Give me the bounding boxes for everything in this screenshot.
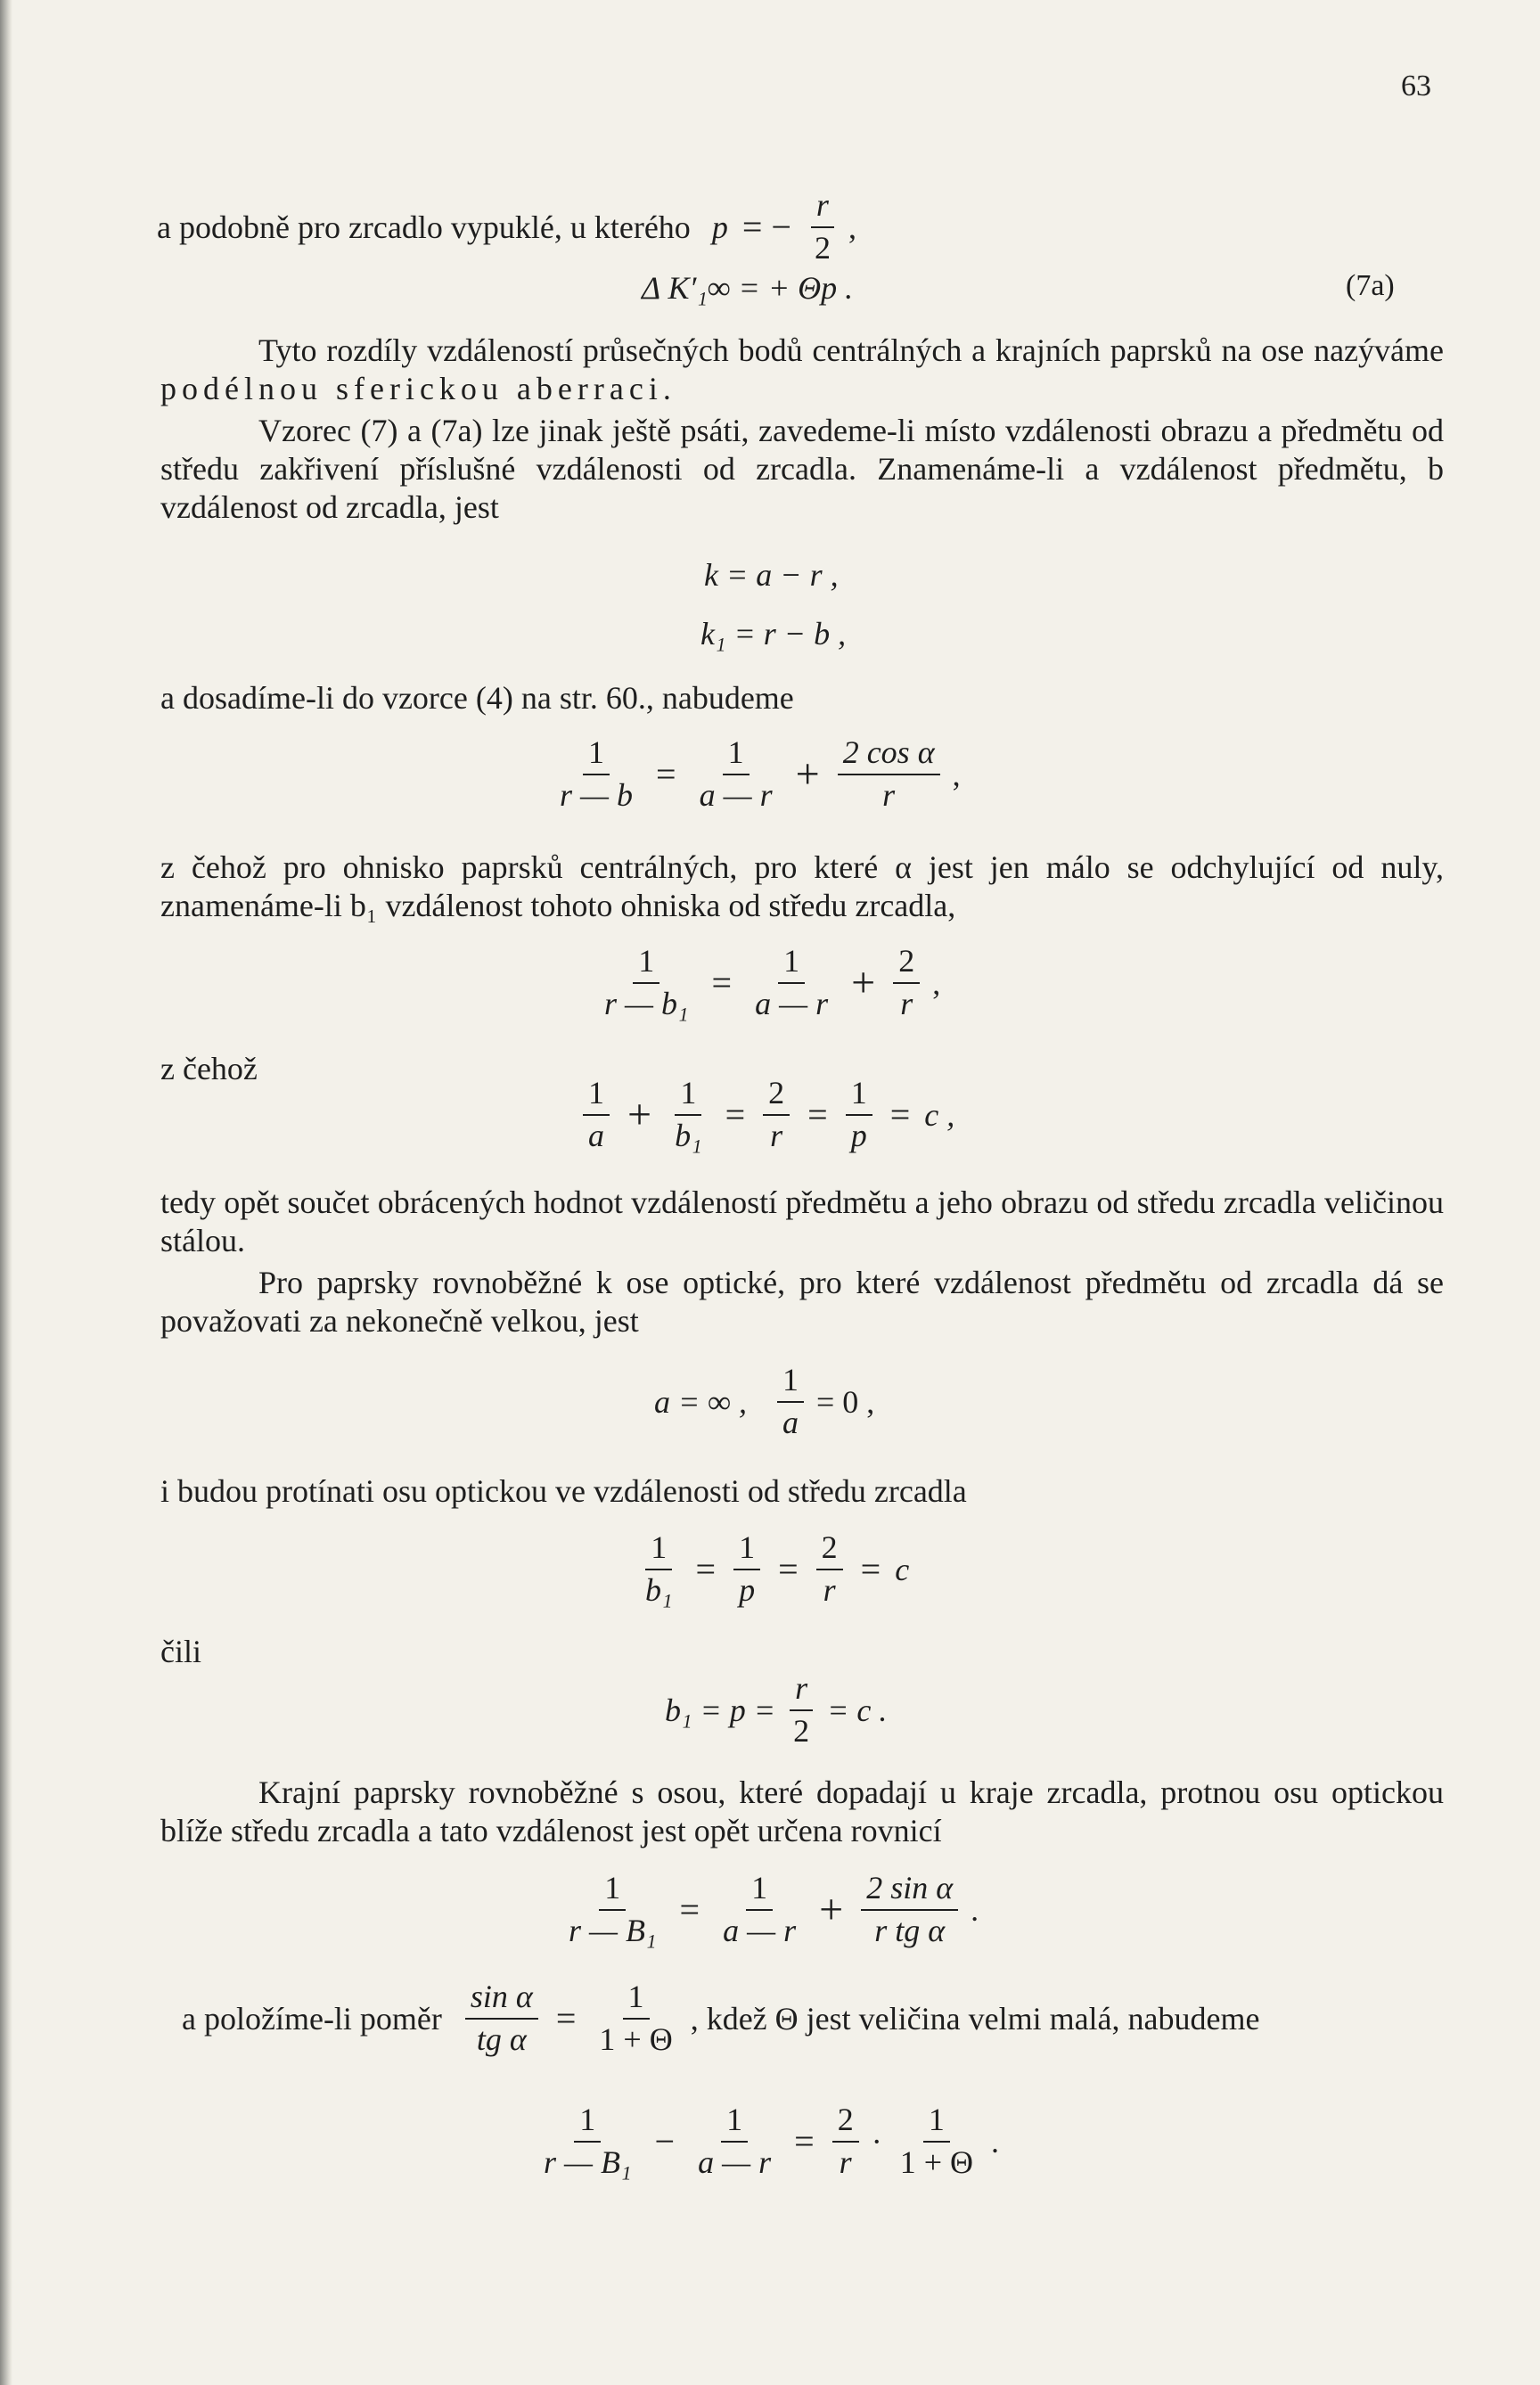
eq4-frac2 [694,736,778,813]
paragraph-aberration-term: podélnou sferickou aberraci. [160,371,676,407]
line-from-which: z čehož [160,1051,258,1086]
eq4-num1: 1 [583,736,610,775]
eq10-frac2 [717,1872,801,1948]
paragraph-aberration-text: Tyto rozdíly vzdáleností průsečných bodů centrálných a krajních paprsků na ose nazýváme [258,332,1444,368]
eq5-num2: 1 [778,945,805,984]
eq12-num2: 1 [721,2103,748,2143]
eq4-frac3 [838,736,940,813]
eq7-frac [777,1364,804,1440]
eq6-frac1 [583,1077,610,1153]
page-number: 63 [1401,70,1431,102]
eq5-den3: r [900,985,913,1021]
eq6-d3: r [770,1117,783,1153]
eq-p-lhs: p [711,209,728,245]
equation-final [535,2103,999,2180]
eq-p-num: r [811,189,834,228]
eq12-frac3 [832,2103,859,2180]
equation-infinity [654,1364,874,1440]
eq8-frac3 [816,1531,843,1608]
eq12-frac1 [538,2103,637,2180]
eq12-den3: r [839,2143,852,2180]
eq10-num3: 2 sin α [861,1872,958,1911]
line-ratio [182,1980,1259,2057]
eq-p-den: 2 [814,229,831,266]
eq8-d3: r [823,1571,836,1608]
eq7-rhs: = 0 , [815,1383,875,1420]
eq8-frac2 [733,1531,760,1608]
equation-7a-tag: (7a) [1346,269,1395,302]
eq4-den3: r [882,776,896,813]
eq4-frac1 [554,736,638,813]
equation-marginal [560,1872,979,1948]
eq4-comma: , [952,756,961,792]
eq8-frac1 [640,1531,678,1608]
eq6-n4: 1 [846,1077,872,1116]
eq4-plus: + [795,750,820,799]
eq5-comma: , [932,964,941,1001]
eq5-plus: + [851,959,876,1007]
eq8-d2: p [739,1571,756,1608]
eq5-frac2 [750,945,833,1021]
eq9-den: 2 [793,1712,810,1749]
scan-edge [0,0,12,2385]
eq-p-comma: , [848,209,856,245]
paragraph-central-focus: z čehož pro ohnisko paprsků centrálných, pro které α jest jen málo se odchylující od nuly, znamenáme-li b₁ vzdálenost tohoto ohniska od středu zrcadla, [160,849,1444,924]
eq7-num: 1 [777,1364,804,1403]
eq12-num1: 1 [574,2103,601,2143]
eq8-n3: 2 [816,1531,843,1570]
convex-mirror-text: a podobně pro zrcadlo vypuklé, u kterého [157,209,691,245]
eq8-equals-3: = [860,1549,881,1590]
line-intersect-axis: i budou protínati osu optickou ve vzdálenosti od středu zrcadla [160,1473,967,1509]
eq4-den1: r — b [560,776,634,813]
eq6-d2: b₁ [675,1117,702,1153]
eq12-minus: − [654,2121,676,2162]
equation-central-focus [595,945,940,1021]
eq12-frac2 [692,2103,776,2180]
eq6-equals-2: = [807,1094,828,1135]
eq10-plus: + [819,1886,844,1934]
eq7-lhs: a = ∞ , [654,1383,747,1420]
line-ratio-text-a: a položíme-li poměr [182,2000,442,2037]
eq12-num3: 2 [832,2103,859,2143]
eq9-frac [788,1672,815,1749]
eq11-den1: tg α [476,2020,527,2057]
eq8-n1: 1 [645,1531,672,1570]
paragraph-parallel-rays: Pro paprsky rovnoběžné k ose optické, pro které vzdálenost předmětu od zrcadla dá se považovati za nekonečně velkou, jest [160,1265,1444,1340]
eq8-d1: b₁ [645,1571,673,1608]
eq8-n2: 1 [733,1531,760,1570]
eq9-num: r [790,1672,813,1711]
equation-7a [642,269,853,307]
eq10-num1: 1 [599,1872,626,1911]
equation-focal [636,1531,909,1608]
eq11-frac1 [465,1980,538,2057]
eq7-den: a [782,1404,799,1440]
eq5-den1: r — b₁ [604,985,689,1021]
eq8-rhs: c [895,1551,910,1587]
eq12-end: . [991,2123,999,2160]
eq4-den2: a — r [699,776,773,813]
equation-b1 [665,1672,887,1749]
eq4-num3: 2 cos α [838,736,940,775]
eq5-equals: = [711,963,733,1004]
eq8-equals-1: = [695,1549,717,1590]
eq5-frac1 [599,945,694,1021]
equation-lens-general [551,736,961,813]
eq10-den3: r tg α [874,1912,946,1948]
eq10-den2: a — r [723,1912,797,1948]
equation-mirror-sum [579,1077,954,1153]
eq5-den2: a — r [755,985,829,1021]
eq6-frac3 [763,1077,790,1153]
paragraph-marginal-rays: Krajní paprsky rovnoběžné s osou, které dopadají u kraje zrcadla, protnou osu optickou blíže středu zrcadla a tato vzdálenost jest opět určena rovnicí [160,1774,1444,1849]
eq5-num3: 2 [893,945,920,984]
eq11-den2: 1 + Θ [599,2020,673,2057]
eq10-end: . [971,1891,979,1928]
eq5-num1: 1 [633,945,659,984]
eq-p-equals: = − [741,207,791,248]
eq12-den2: a — r [698,2143,772,2180]
eq6-frac4 [846,1077,872,1153]
eq12-equals: = [794,2121,815,2162]
eq6-d1: a [588,1117,604,1153]
eq6-equals-3: = [889,1094,911,1135]
eq4-equals: = [656,754,676,795]
eq10-frac1 [563,1872,662,1948]
eq4-num2: 1 [723,736,750,775]
eq6-d4: p [850,1117,867,1153]
eq9-rhs: = c . [827,1692,888,1728]
eq10-den1: r — B₁ [569,1912,657,1948]
eq8-equals-2: = [778,1549,799,1590]
eq10-num2: 1 [746,1872,773,1911]
equation-k1: k₁ = r − b , [700,616,847,652]
eq11-frac2 [594,1980,677,2057]
eq-p-fraction [809,189,836,266]
eq11-num1: sin α [465,1980,538,2020]
eq11-num2: 1 [623,1980,650,2020]
paragraph-formula-rewrite: Vzorec (7) a (7a) lze jinak ještě psáti, zavedeme-li místo vzdálenosti obrazu a předmětu od středu zakřivení příslušné vzdálenosti od zrcadla. Znamenáme-li a vzdálenost předmětu, b vzdálenost od zrcadla, jest [160,413,1444,526]
eq12-dot: · [871,2123,882,2160]
paragraph-constant-sum: tedy opět součet obrácených hodnot vzdáleností předmětu a jeho obrazu od středu zrcadla veličinou stálou. [160,1184,1444,1259]
eq10-frac3 [861,1872,958,1948]
equation-7a-body: Δ K′₁∞ = + Θp . [642,270,854,306]
line-substitute: a dosadíme-li do vzorce (4) na str. 60., nabudeme [160,680,794,716]
eq11-equals: = [555,1998,577,2039]
equation-k: k = a − r , [704,557,839,593]
eq9-lhs: b₁ = p = [665,1692,776,1728]
convex-mirror-line [157,189,856,266]
eq6-rhs: c , [924,1096,955,1133]
eq6-n2: 1 [675,1077,701,1116]
eq6-plus: + [627,1091,652,1139]
eq12-frac4 [895,2103,979,2180]
eq6-frac2 [669,1077,708,1153]
eq5-frac3 [893,945,920,1021]
eq6-equals-1: = [725,1094,746,1135]
line-or: čili [160,1634,201,1669]
eq12-num4: 1 [923,2103,950,2143]
eq10-equals: = [679,1889,700,1930]
eq12-den4: 1 + Θ [899,2143,973,2180]
line-ratio-text-b: , kdež Θ jest veličina velmi malá, nabudeme [690,2000,1260,2037]
paragraph-aberration [160,332,1444,408]
eq6-n3: 2 [763,1077,790,1116]
eq12-den1: r — B₁ [544,2143,632,2180]
eq6-n1: 1 [583,1077,610,1116]
